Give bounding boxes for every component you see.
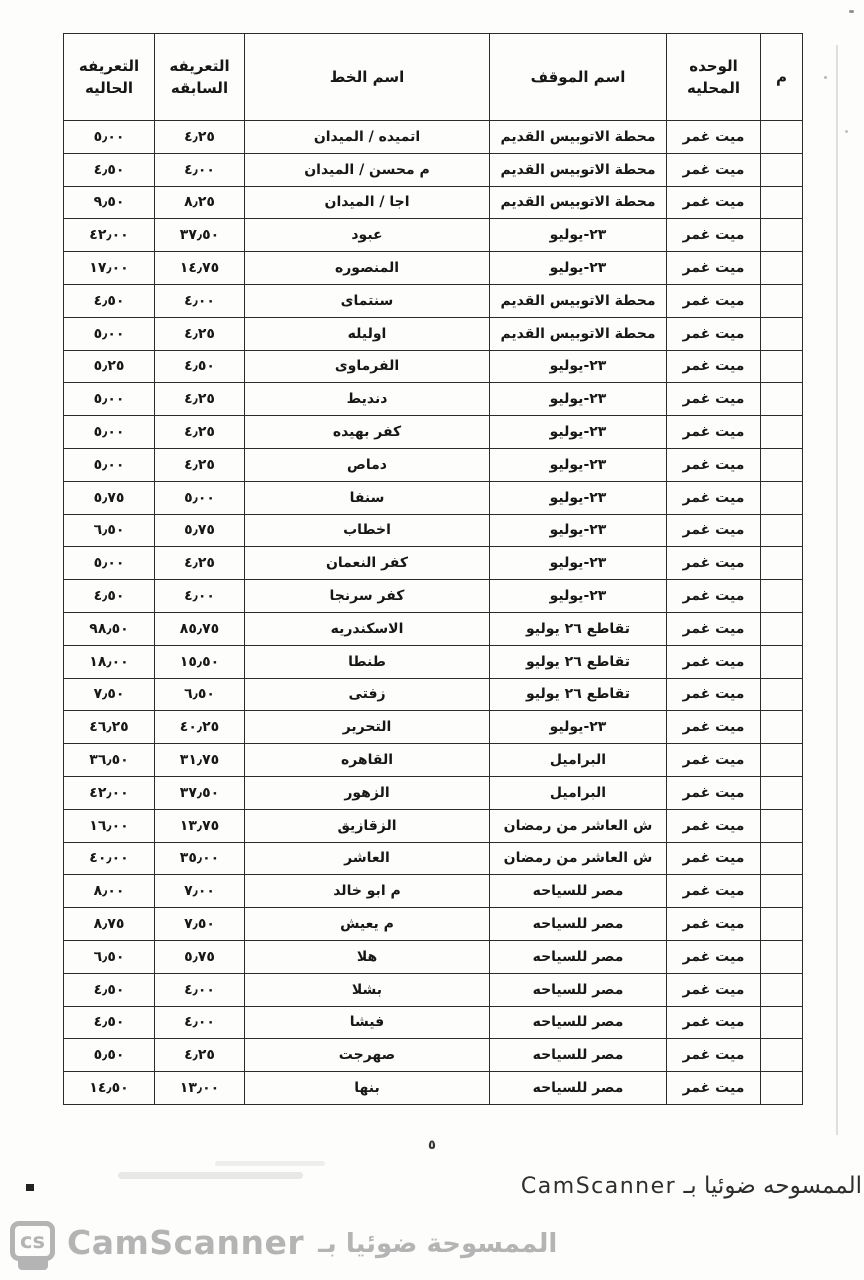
cell-line-name: دنديط [245,383,490,416]
cell-current-tariff: ٦٫٥٠ [64,940,155,973]
cell-serial [761,416,803,449]
cell-local-unit: ميت غمر [667,744,761,777]
table-row [64,776,803,809]
scan-smudge [215,1161,325,1166]
cell-stop-name: ٢٣-يوليو [490,350,667,383]
cell-current-tariff: ٧٫٥٠ [64,678,155,711]
table-row [64,1006,803,1039]
cell-previous-tariff: ١٣٫٧٥ [155,809,245,842]
cell-local-unit: ميت غمر [667,678,761,711]
table-row [64,1072,803,1105]
cell-stop-name: محطة الاتوبيس القديم [490,186,667,219]
cell-serial [761,1039,803,1072]
cell-current-tariff: ٩٨٫٥٠ [64,612,155,645]
cell-local-unit: ميت غمر [667,448,761,481]
handwritten-note [516,1173,862,1199]
table-row [64,481,803,514]
cell-current-tariff: ٨٫٠٠ [64,875,155,908]
cell-line-name: الاسكندريه [245,612,490,645]
cell-stop-name: ٢٣-يوليو [490,383,667,416]
cell-serial [761,645,803,678]
cell-line-name: دماص [245,448,490,481]
table-row [64,416,803,449]
cell-serial [761,448,803,481]
cell-stop-name: ٢٣-يوليو [490,547,667,580]
cell-previous-tariff: ٤٫٠٠ [155,153,245,186]
cell-previous-tariff: ٥٫٧٥ [155,514,245,547]
cell-serial [761,284,803,317]
cell-line-name: اجا / الميدان [245,186,490,219]
cell-serial [761,809,803,842]
table-row [64,186,803,219]
cell-previous-tariff: ٣١٫٧٥ [155,744,245,777]
cell-current-tariff: ٤٫٥٠ [64,284,155,317]
cell-line-name: الزهور [245,776,490,809]
cell-current-tariff: ٤٢٫٠٠ [64,776,155,809]
cell-current-tariff: ١٦٫٠٠ [64,809,155,842]
cell-line-name: هلا [245,940,490,973]
cell-stop-name: مصر للسياحه [490,908,667,941]
header-previous-tariff: التعريفه السابقه [155,34,245,121]
cell-line-name: زفتى [245,678,490,711]
table-row [64,744,803,777]
cell-previous-tariff: ٤٫٢٥ [155,317,245,350]
cell-line-name: كفر النعمان [245,547,490,580]
cell-previous-tariff: ٤٫٢٥ [155,383,245,416]
cell-line-name: المنصوره [245,252,490,285]
cell-local-unit: ميت غمر [667,284,761,317]
cell-local-unit: ميت غمر [667,1072,761,1105]
cell-stop-name: ٢٣-يوليو [490,580,667,613]
cell-serial [761,908,803,941]
cell-line-name: العاشر [245,842,490,875]
cell-line-name: م محسن / الميدان [245,153,490,186]
cell-current-tariff: ٥٫٢٥ [64,350,155,383]
cell-current-tariff: ٥٫٠٠ [64,121,155,154]
cell-serial [761,186,803,219]
cell-local-unit: ميت غمر [667,973,761,1006]
table-row [64,875,803,908]
cell-serial [761,1072,803,1105]
table-row [64,252,803,285]
tariff-table-header [64,34,803,121]
cell-local-unit: ميت غمر [667,580,761,613]
cell-previous-tariff: ١٤٫٧٥ [155,252,245,285]
cell-stop-name: ش العاشر من رمضان [490,842,667,875]
cell-previous-tariff: ٣٧٫٥٠ [155,219,245,252]
cell-local-unit: ميت غمر [667,875,761,908]
cell-local-unit: ميت غمر [667,416,761,449]
table-row [64,612,803,645]
cell-local-unit: ميت غمر [667,908,761,941]
cell-line-name: كفر بهيده [245,416,490,449]
cell-previous-tariff: ٣٧٫٥٠ [155,776,245,809]
header-current-tariff: التعريفه الحاليه [64,34,155,121]
table-row [64,580,803,613]
cell-serial [761,121,803,154]
table-row [64,448,803,481]
cell-line-name: الزقازيق [245,809,490,842]
cell-previous-tariff: ١٣٫٠٠ [155,1072,245,1105]
cell-stop-name: محطة الاتوبيس القديم [490,284,667,317]
cell-serial [761,678,803,711]
cell-current-tariff: ٤٫٥٠ [64,1006,155,1039]
header-line-name: اسم الخط [245,34,490,121]
scan-speck [824,76,827,79]
cell-serial [761,252,803,285]
cell-stop-name: ٢٣-يوليو [490,481,667,514]
cell-previous-tariff: ٤٫٢٥ [155,448,245,481]
cell-current-tariff: ٤٫٥٠ [64,153,155,186]
cell-local-unit: ميت غمر [667,1039,761,1072]
cell-line-name: عبود [245,219,490,252]
cell-local-unit: ميت غمر [667,645,761,678]
cell-current-tariff: ٤٫٥٠ [64,580,155,613]
cell-current-tariff: ٥٫٧٥ [64,481,155,514]
cell-local-unit: ميت غمر [667,219,761,252]
cell-stop-name: مصر للسياحه [490,1006,667,1039]
cell-line-name: فيشا [245,1006,490,1039]
scan-speck [849,10,854,13]
cell-serial [761,612,803,645]
cell-serial [761,481,803,514]
handwritten-note-brand: CamScanner [520,1174,677,1199]
cell-stop-name: ٢٣-يوليو [490,252,667,285]
cell-current-tariff: ٥٫٠٠ [64,317,155,350]
cell-current-tariff: ١٧٫٠٠ [64,252,155,285]
cell-local-unit: ميت غمر [667,186,761,219]
cell-previous-tariff: ٤٫٥٠ [155,350,245,383]
table-row [64,153,803,186]
cell-line-name: كفر سرنجا [245,580,490,613]
table-row [64,547,803,580]
cell-previous-tariff: ٤٫٢٥ [155,121,245,154]
cell-stop-name: ٢٣-يوليو [490,711,667,744]
cell-previous-tariff: ٤٫٠٠ [155,284,245,317]
cell-line-name: طنطا [245,645,490,678]
cell-current-tariff: ٦٫٥٠ [64,514,155,547]
scan-edge-line [836,45,838,1135]
cell-stop-name: تقاطع ٢٦ يوليو [490,645,667,678]
table-row [64,645,803,678]
cell-stop-name: البراميل [490,776,667,809]
cell-previous-tariff: ٨٫٢٥ [155,186,245,219]
cell-serial [761,776,803,809]
table-row [64,350,803,383]
cell-current-tariff: ١٤٫٥٠ [64,1072,155,1105]
table-row [64,908,803,941]
cell-previous-tariff: ٤٫٠٠ [155,1006,245,1039]
table-row [64,973,803,1006]
cell-line-name: بشلا [245,973,490,1006]
cell-local-unit: ميت غمر [667,252,761,285]
cell-current-tariff: ٥٫٠٠ [64,547,155,580]
cell-local-unit: ميت غمر [667,842,761,875]
table-row [64,1039,803,1072]
watermark-brand: CamScanner [67,1222,305,1262]
cell-serial [761,317,803,350]
cell-line-name: القاهره [245,744,490,777]
cell-current-tariff: ٤٦٫٢٥ [64,711,155,744]
cell-local-unit: ميت غمر [667,547,761,580]
cell-stop-name: مصر للسياحه [490,875,667,908]
cell-previous-tariff: ٥٫٠٠ [155,481,245,514]
cell-line-name: بنها [245,1072,490,1105]
cell-stop-name: البراميل [490,744,667,777]
cell-current-tariff: ٥٫٠٠ [64,416,155,449]
cell-stop-name: مصر للسياحه [490,940,667,973]
tariff-table-body [64,121,803,1105]
cell-stop-name: تقاطع ٢٦ يوليو [490,612,667,645]
cell-local-unit: ميت غمر [667,940,761,973]
cell-line-name: سنتماى [245,284,490,317]
header-serial: م [761,34,803,121]
cell-previous-tariff: ٤٫٠٠ [155,580,245,613]
cell-previous-tariff: ٨٥٫٧٥ [155,612,245,645]
table-row [64,842,803,875]
handwritten-note-arabic: الممسوحه ضوئيا بـ [683,1173,862,1199]
tariff-table [63,33,803,1105]
cell-current-tariff: ٤٠٫٠٠ [64,842,155,875]
cell-stop-name: ش العاشر من رمضان [490,809,667,842]
header-stop-name: اسم الموقف [490,34,667,121]
cell-current-tariff: ٥٫٠٠ [64,448,155,481]
table-row [64,219,803,252]
cell-line-name: م ابو خالد [245,875,490,908]
table-row [64,317,803,350]
cell-stop-name: ٢٣-يوليو [490,448,667,481]
cell-current-tariff: ٨٫٧٥ [64,908,155,941]
cell-previous-tariff: ٧٫٥٠ [155,908,245,941]
cell-stop-name: ٢٣-يوليو [490,514,667,547]
cell-local-unit: ميت غمر [667,514,761,547]
cell-previous-tariff: ٤٫٢٥ [155,416,245,449]
table-row [64,711,803,744]
cell-serial [761,842,803,875]
cell-line-name: اوليله [245,317,490,350]
cell-stop-name: ٢٣-يوليو [490,219,667,252]
cell-local-unit: ميت غمر [667,153,761,186]
cell-current-tariff: ٣٦٫٥٠ [64,744,155,777]
table-row [64,514,803,547]
cell-current-tariff: ٩٫٥٠ [64,186,155,219]
cell-stop-name: محطة الاتوبيس القديم [490,317,667,350]
header-row [64,34,803,121]
scan-smudge [118,1172,303,1179]
cell-previous-tariff: ٣٥٫٠٠ [155,842,245,875]
cell-serial [761,580,803,613]
cell-local-unit: ميت غمر [667,1006,761,1039]
table-row [64,383,803,416]
ink-mark [26,1184,34,1191]
table-row [64,809,803,842]
cell-local-unit: ميت غمر [667,809,761,842]
cell-previous-tariff: ٧٫٠٠ [155,875,245,908]
cell-local-unit: ميت غمر [667,776,761,809]
cell-local-unit: ميت غمر [667,350,761,383]
cell-serial [761,875,803,908]
watermark-arabic-text: الممسوحة ضوئيا بـ [318,1229,558,1259]
cell-serial [761,153,803,186]
cell-previous-tariff: ٥٫٧٥ [155,940,245,973]
cell-previous-tariff: ٤٠٫٢٥ [155,711,245,744]
cell-line-name: الفرماوى [245,350,490,383]
cell-line-name: سنفا [245,481,490,514]
cell-line-name: اخطاب [245,514,490,547]
table-row [64,678,803,711]
cell-previous-tariff: ٤٫٢٥ [155,547,245,580]
cell-serial [761,350,803,383]
camscanner-logo-icon: cs [10,1221,55,1261]
cell-serial [761,383,803,416]
cell-local-unit: ميت غمر [667,612,761,645]
cell-stop-name: مصر للسياحه [490,1072,667,1105]
cell-serial [761,744,803,777]
cell-previous-tariff: ٦٫٥٠ [155,678,245,711]
cell-current-tariff: ٤٢٫٠٠ [64,219,155,252]
cell-stop-name: محطة الاتوبيس القديم [490,121,667,154]
cell-current-tariff: ١٨٫٠٠ [64,645,155,678]
cell-serial [761,940,803,973]
cell-local-unit: ميت غمر [667,317,761,350]
table-row [64,121,803,154]
cell-stop-name: تقاطع ٢٦ يوليو [490,678,667,711]
cell-stop-name: مصر للسياحه [490,1039,667,1072]
cell-line-name: صهرجت [245,1039,490,1072]
cell-serial [761,219,803,252]
cell-current-tariff: ٤٫٥٠ [64,973,155,1006]
cell-current-tariff: ٥٫٥٠ [64,1039,155,1072]
table-row [64,940,803,973]
table-row [64,284,803,317]
cell-current-tariff: ٥٫٠٠ [64,383,155,416]
cell-local-unit: ميت غمر [667,121,761,154]
cell-previous-tariff: ٤٫٠٠ [155,973,245,1006]
cell-serial [761,973,803,1006]
cell-line-name: التحرير [245,711,490,744]
cell-local-unit: ميت غمر [667,711,761,744]
scan-speck [845,130,848,133]
cell-stop-name: ٢٣-يوليو [490,416,667,449]
cell-line-name: اتميده / الميدان [245,121,490,154]
camscanner-watermark [10,1221,557,1273]
header-local-unit: الوحده المحليه [667,34,761,121]
page-number: ٥ [428,1138,436,1153]
cell-serial [761,1006,803,1039]
cell-stop-name: محطة الاتوبيس القديم [490,153,667,186]
cell-local-unit: ميت غمر [667,481,761,514]
cell-line-name: م يعيش [245,908,490,941]
cell-serial [761,711,803,744]
cell-local-unit: ميت غمر [667,383,761,416]
cell-previous-tariff: ٤٫٢٥ [155,1039,245,1072]
cell-serial [761,514,803,547]
cell-previous-tariff: ١٥٫٥٠ [155,645,245,678]
cell-stop-name: مصر للسياحه [490,973,667,1006]
cell-serial [761,547,803,580]
